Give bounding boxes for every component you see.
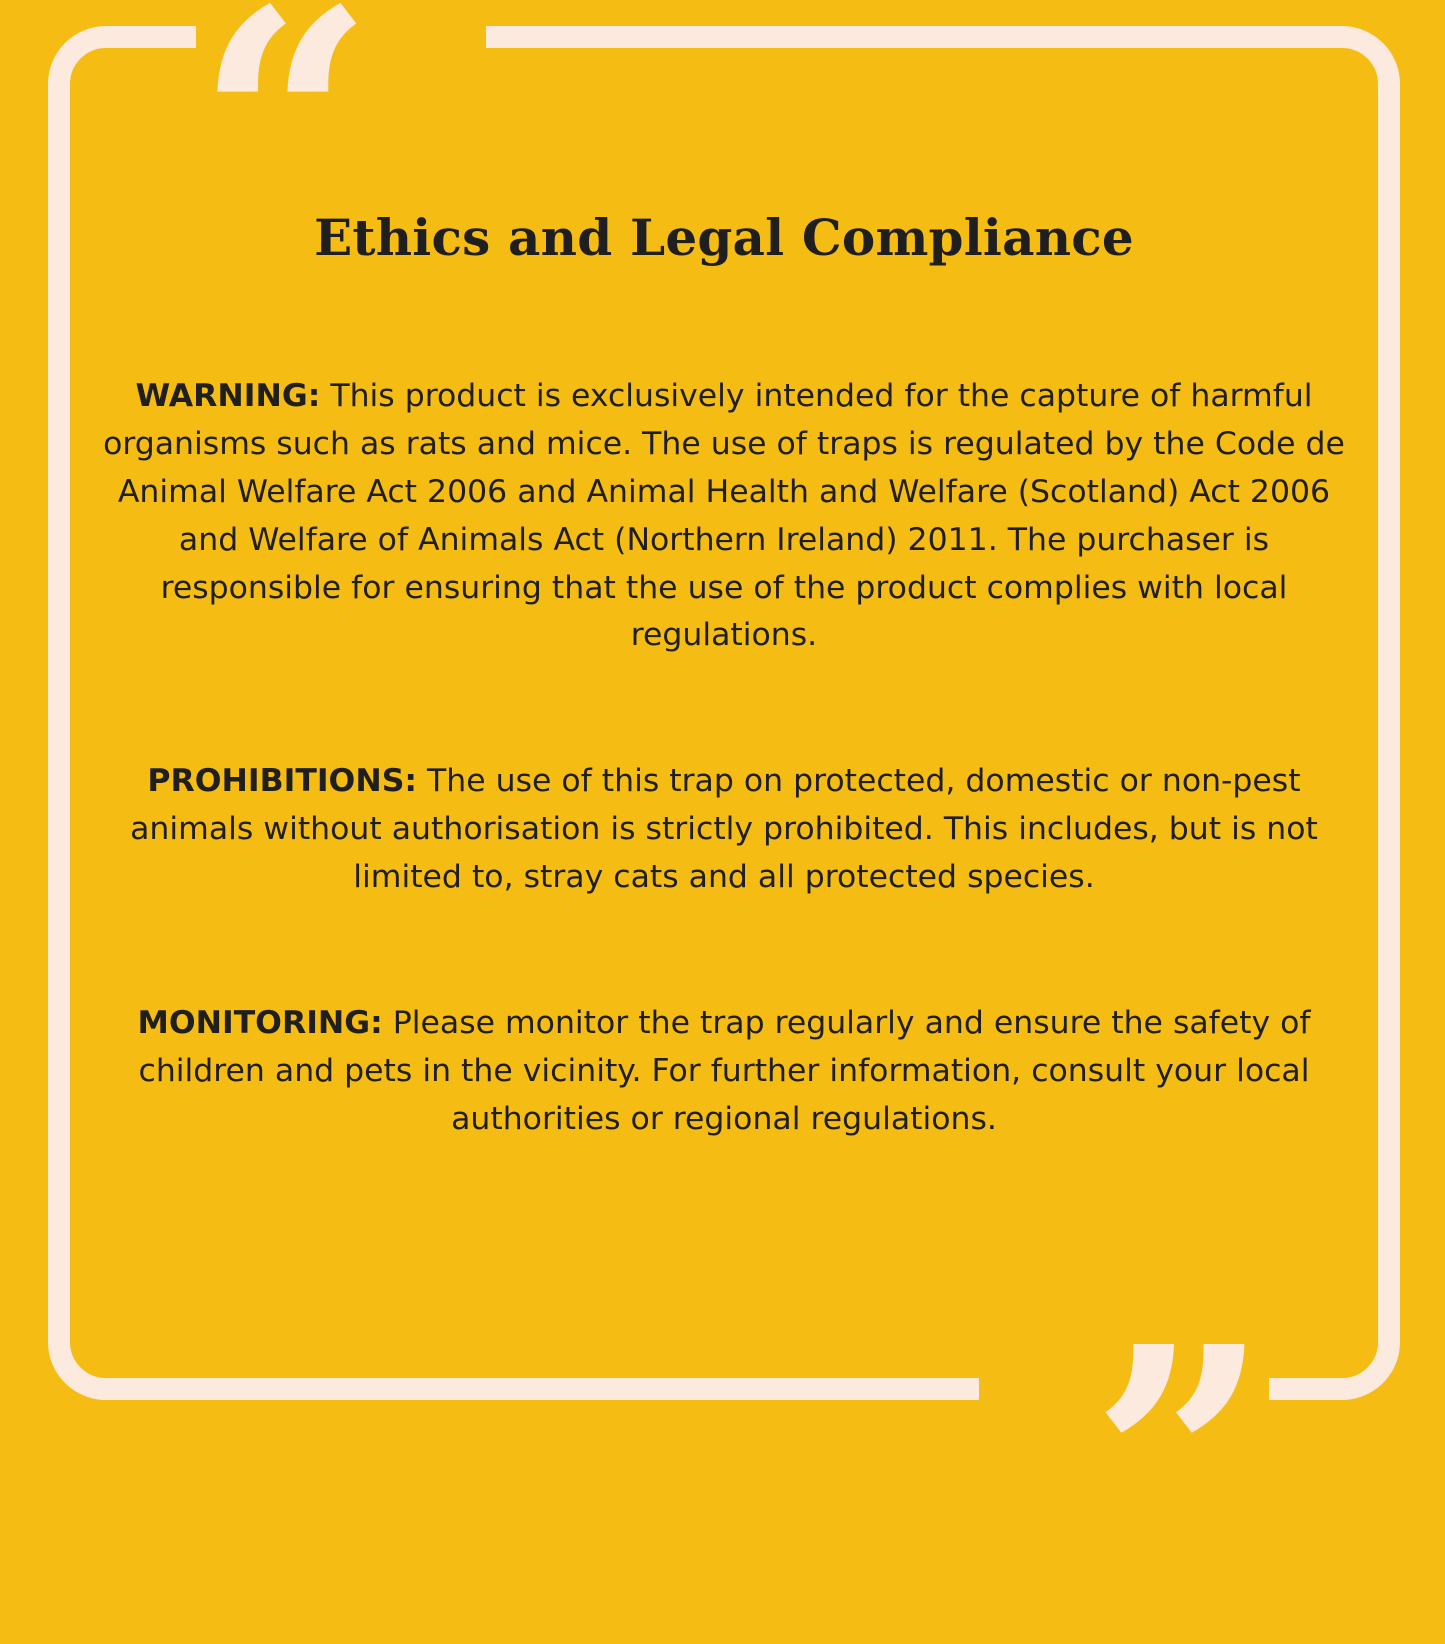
section-warning-label: WARNING:: [135, 378, 321, 414]
quote-open-icon: “: [196, 0, 375, 307]
sections-list: [92, 373, 1356, 1144]
section-prohibitions: [96, 758, 1352, 902]
page-title: Ethics and Legal Compliance: [314, 208, 1134, 267]
section-warning: [96, 373, 1352, 660]
card-content: [92, 96, 1356, 1336]
section-prohibitions-label: PROHIBITIONS:: [147, 763, 417, 800]
section-warning-body: This product is exclusively intended for the capture of harmful organisms such as rats and mice. The use of traps is regulated by the Code de Animal Welfare Act 2006 and Animal Health and Welfare (Scotland) Act 2006 and Welfare of Animals Act (Northern Ireland) 2011. The purchaser is responsible for ensuring that the use of the product complies with local regulations.: [103, 378, 1345, 654]
quote-close-icon: ”: [1090, 1280, 1269, 1644]
section-monitoring: [96, 1000, 1352, 1144]
section-prohibitions-body: The use of this trap on protected, domestic or non-pest animals without authorisation is strictly prohibited. This includes, but is not limited to, stray cats and all protected species.: [130, 763, 1318, 895]
section-monitoring-label: MONITORING:: [137, 1004, 383, 1041]
section-monitoring-body: Please monitor the trap regularly and ensure the safety of children and pets in the vicinity. For further information, consult your local authorities or regional regulations.: [138, 1004, 1311, 1137]
